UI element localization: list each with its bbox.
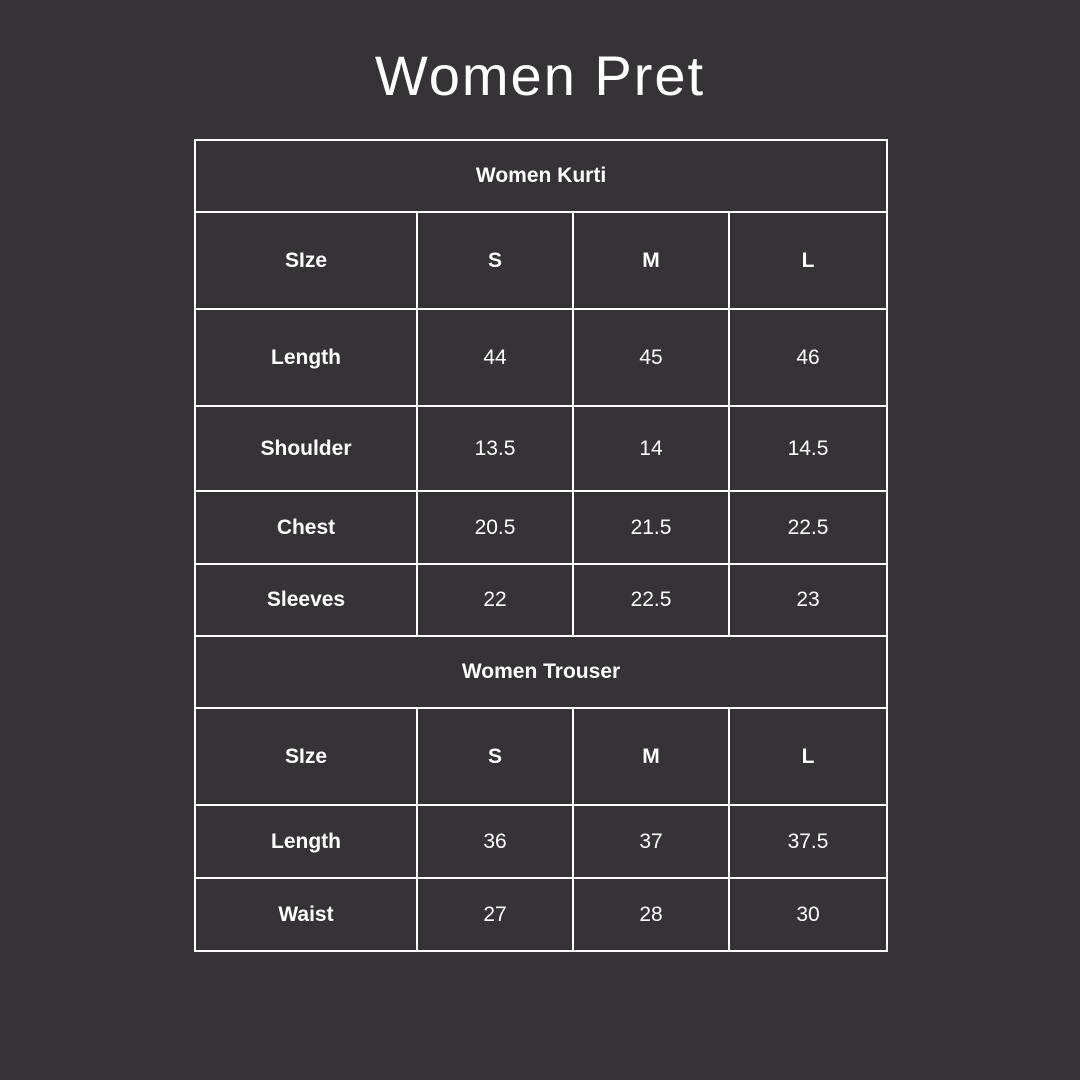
- section-title-row: [195, 636, 887, 708]
- header-cell-l: L: [729, 708, 887, 805]
- table-row: [195, 309, 887, 406]
- row-label-waist: Waist: [195, 878, 417, 951]
- header-cell-l: L: [729, 212, 887, 309]
- page-title: Women Pret: [374, 44, 706, 107]
- header-cell-m: M: [573, 212, 729, 309]
- table-cell: 44: [417, 309, 573, 406]
- table-cell: 22.5: [573, 564, 729, 636]
- table-cell: 30: [729, 878, 887, 951]
- header-cell-m: M: [573, 708, 729, 805]
- table-cell: 23: [729, 564, 887, 636]
- header-row-kurti: [195, 212, 887, 309]
- row-label-length: Length: [195, 805, 417, 878]
- section-title-trouser: Women Trouser: [195, 636, 887, 708]
- table-cell: 20.5: [417, 491, 573, 564]
- header-cell-s: S: [417, 212, 573, 309]
- header-cell-s: S: [417, 708, 573, 805]
- table-cell: 28: [573, 878, 729, 951]
- table-row: [195, 564, 887, 636]
- table-cell: 36: [417, 805, 573, 878]
- table-row: [195, 406, 887, 491]
- table-cell: 14: [573, 406, 729, 491]
- header-cell-size: SIze: [195, 708, 417, 805]
- size-chart-table: [194, 139, 888, 952]
- row-label-sleeves: Sleeves: [195, 564, 417, 636]
- table-cell: 21.5: [573, 491, 729, 564]
- table-cell: 14.5: [729, 406, 887, 491]
- row-label-shoulder: Shoulder: [195, 406, 417, 491]
- row-label-chest: Chest: [195, 491, 417, 564]
- table-cell: 45: [573, 309, 729, 406]
- section-title-kurti: Women Kurti: [195, 140, 887, 212]
- table-row: [195, 491, 887, 564]
- table-cell: 46: [729, 309, 887, 406]
- table-row: [195, 805, 887, 878]
- header-row-trouser: [195, 708, 887, 805]
- row-label-length: Length: [195, 309, 417, 406]
- table-cell: 13.5: [417, 406, 573, 491]
- section-title-row: [195, 140, 887, 212]
- header-cell-size: SIze: [195, 212, 417, 309]
- table-cell: 37: [573, 805, 729, 878]
- table-cell: 22: [417, 564, 573, 636]
- table-row: [195, 878, 887, 951]
- table-cell: 37.5: [729, 805, 887, 878]
- table-cell: 27: [417, 878, 573, 951]
- table-cell: 22.5: [729, 491, 887, 564]
